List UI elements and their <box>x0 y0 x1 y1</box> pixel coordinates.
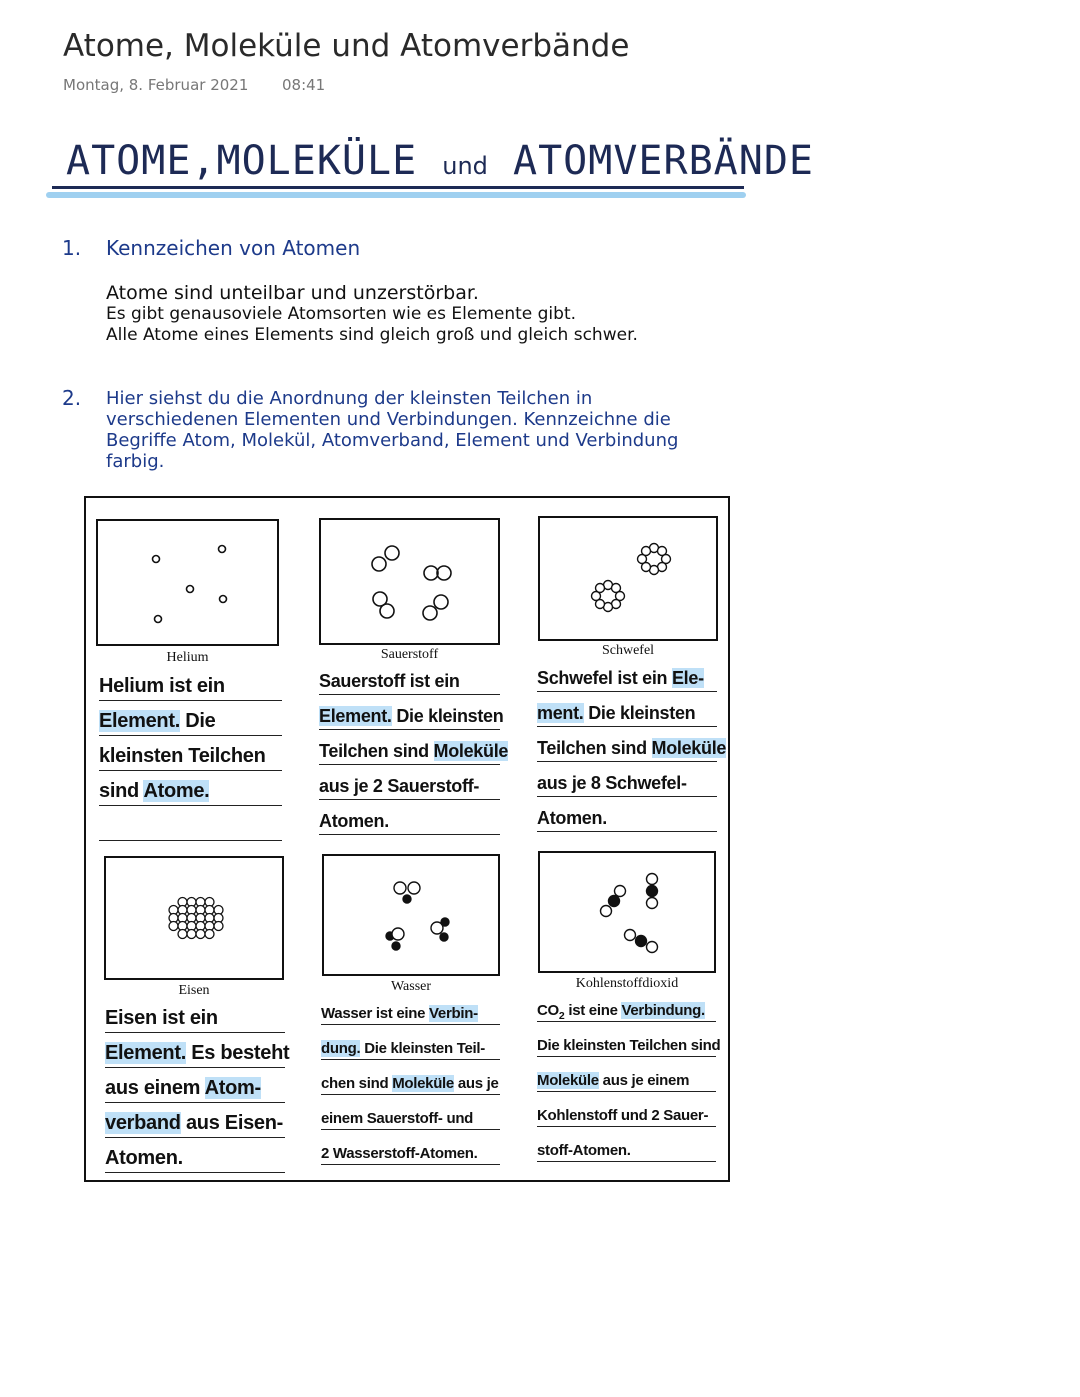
fill-text: Die kleinsten <box>391 706 504 726</box>
highlighted-term: dung. <box>321 1040 361 1057</box>
eisen-illustration <box>104 856 284 980</box>
fill-text: einem Sauerstoff- und <box>321 1110 474 1127</box>
title-part-1: ATOME,MOLEKÜLE <box>66 138 418 184</box>
highlighted-term: Moleküle <box>392 1075 454 1092</box>
fill-line <box>319 811 500 835</box>
iron-atom <box>214 922 223 931</box>
page-date: Montag, 8. Februar 2021 <box>63 76 249 94</box>
fill-line <box>105 1147 285 1173</box>
oxygen-molecules-graphic <box>321 520 502 647</box>
fill-line <box>105 1112 285 1138</box>
fill-text: Die kleinsten Teil- <box>360 1040 485 1057</box>
fill-text: Wasser ist eine <box>321 1005 430 1022</box>
fill-text: Schwefel ist ein <box>537 668 672 688</box>
fill-line <box>99 780 282 806</box>
fill-line <box>105 1007 285 1033</box>
fill-text: aus je 8 Schwefel- <box>537 773 687 793</box>
iron-atom <box>169 922 178 931</box>
fill-text: aus Eisen- <box>180 1112 283 1134</box>
fill-text: Teilchen sind <box>319 741 434 761</box>
fill-line <box>99 815 282 841</box>
section1-line-3: Alle Atome eines Elements sind gleich groß und gleich schwer. <box>106 325 638 345</box>
fill-text: Atomen. <box>537 808 607 828</box>
fill-text: 2 <box>558 1010 565 1022</box>
fill-text: sind <box>99 780 144 802</box>
fill-line <box>537 1002 716 1022</box>
section1-line-2: Es gibt genausoviele Atomsorten wie es Elemente gibt. <box>106 304 577 324</box>
caption-sauerstoff: Sauerstoff <box>380 647 439 662</box>
highlighted-term: Atom- <box>204 1077 261 1099</box>
iron-atom <box>196 930 205 939</box>
title-underline <box>52 186 744 189</box>
fill-line <box>319 706 504 730</box>
iron-atom <box>178 930 187 939</box>
iron-atom <box>187 930 196 939</box>
fill-text: Die <box>179 710 216 732</box>
caption-schwefel: Schwefel <box>601 643 655 658</box>
fill-line <box>537 808 717 832</box>
section2-number: 2. <box>62 386 82 410</box>
handwritten-title <box>66 138 814 184</box>
fill-text: aus je <box>453 1075 499 1092</box>
fill-line <box>319 741 509 765</box>
fill-line <box>321 1145 500 1165</box>
section2-text: Hier siehst du die Anordnung der kleinsten Teilchen in verschiedenen Elementen und Verbindungen. Kennzeichne die Begriffe Atom, Molekül, Atomverband, Element und Verbindung farbig. <box>106 388 679 472</box>
fill-line <box>537 738 727 762</box>
fill-line <box>321 1075 500 1095</box>
highlighted-term: Element. <box>105 1042 186 1064</box>
fill-text: stoff-Atomen. <box>537 1142 631 1159</box>
fill-line <box>99 745 282 771</box>
fill-text: aus je einem <box>598 1072 690 1089</box>
fill-line <box>537 703 717 727</box>
helium-atoms-graphic <box>98 521 281 648</box>
fill-line <box>537 668 717 692</box>
fill-line <box>99 675 282 701</box>
schwefel-illustration <box>538 516 718 641</box>
fill-line <box>321 1005 500 1025</box>
fill-text: Sauerstoff ist ein <box>319 671 460 691</box>
fill-line <box>319 671 500 695</box>
sauerstoff-illustration <box>319 518 500 645</box>
fill-line <box>537 1037 721 1057</box>
section1-line-1: Atome sind unteilbar und unzerstörbar. <box>106 282 479 304</box>
fill-text: ist eine <box>564 1002 622 1019</box>
wasser-illustration <box>322 854 500 976</box>
fill-line <box>537 1072 716 1092</box>
caption-wasser: Wasser <box>390 979 432 994</box>
fill-text: CO <box>537 1002 559 1019</box>
fill-line <box>321 1110 500 1130</box>
fill-line <box>537 1107 716 1127</box>
fill-text: Eisen ist ein <box>105 1007 218 1029</box>
caption-helium: Helium <box>166 650 209 665</box>
fill-line <box>537 773 717 797</box>
section1-heading: Kennzeichen von Atomen <box>106 236 361 260</box>
fill-line <box>105 1077 285 1103</box>
highlighted-term: Element. <box>319 706 392 726</box>
fill-text: aus einem <box>105 1077 205 1099</box>
kohlenstoffdioxid-illustration <box>538 851 716 973</box>
fill-line <box>537 1142 716 1162</box>
fill-text: Atomen. <box>319 811 389 831</box>
fill-text: aus je 2 Sauerstoff- <box>319 776 480 796</box>
fill-text: Atomen. <box>105 1147 183 1169</box>
highlighted-term: Element. <box>99 710 180 732</box>
fill-text: kleinsten Teilchen <box>99 745 266 767</box>
highlighted-term: verband <box>105 1112 181 1134</box>
title-und: und <box>442 152 488 180</box>
co2-molecules-graphic <box>540 853 718 975</box>
highlighted-term: Verbindung. <box>621 1002 705 1019</box>
page-time: 08:41 <box>282 76 326 94</box>
section1-number: 1. <box>62 236 82 260</box>
page-title: Atome, Moleküle und Atomverbände <box>63 28 630 64</box>
water-molecules-graphic <box>324 856 502 978</box>
fill-text: 2 Wasserstoff-Atomen. <box>321 1145 478 1162</box>
fill-line <box>321 1040 500 1060</box>
fill-text: Teilchen sind <box>537 738 652 758</box>
highlighted-term: ment. <box>537 703 584 723</box>
fill-line <box>319 776 500 800</box>
fill-text: Helium ist ein <box>99 675 225 697</box>
fill-text: Es besteht <box>185 1042 290 1064</box>
fill-line <box>105 1042 290 1068</box>
highlighted-term: Ele- <box>671 668 704 688</box>
fill-text: Die kleinsten Teilchen sind <box>537 1037 721 1054</box>
fill-line <box>99 710 282 736</box>
sulfur-rings-graphic <box>540 518 720 643</box>
highlighted-term: Moleküle <box>433 741 509 761</box>
highlighted-term: Atome. <box>143 780 210 802</box>
helium-illustration <box>96 519 279 646</box>
highlighted-term: Verbin- <box>429 1005 478 1022</box>
iron-atom <box>205 930 214 939</box>
iron-lattice-graphic <box>106 858 286 982</box>
fill-text: chen sind <box>321 1075 393 1092</box>
fill-text: Kohlenstoff und 2 Sauer- <box>537 1107 709 1124</box>
title-highlight-stroke <box>46 192 746 198</box>
caption-kohlenstoffdioxid: Kohlenstoffdioxid <box>575 976 679 991</box>
highlighted-term: Moleküle <box>537 1072 599 1089</box>
highlighted-term: Moleküle <box>651 738 727 758</box>
fill-text: Die kleinsten <box>583 703 696 723</box>
caption-eisen: Eisen <box>178 983 210 998</box>
title-part-2: ATOMVERBÄNDE <box>513 138 814 184</box>
